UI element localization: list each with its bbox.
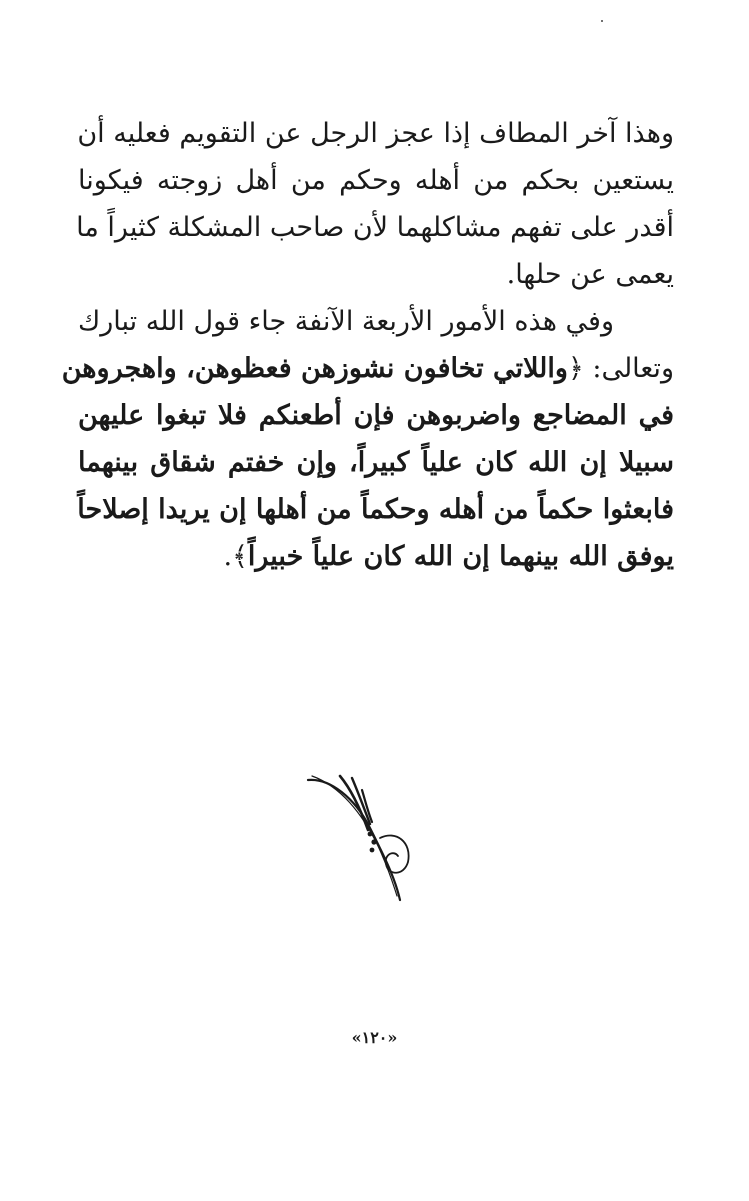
paragraph-1-line: يعمى عن حلها. — [506, 259, 674, 290]
paragraph-2 — [61, 298, 674, 580]
quote-close: ﴾. — [223, 541, 248, 572]
page-number: «١٢٠» — [351, 1028, 398, 1047]
scan-speck — [601, 20, 603, 22]
quran-verse: واللاتي تخافون نشوزهن فعظوهن، واهجروهن — [61, 353, 568, 384]
paragraph-2-line: فابعثوا حكماً من أهله وحكماً من أهلها إن يريدا إصلاحاً — [77, 494, 674, 525]
paragraph-1 — [78, 110, 674, 298]
paragraph-2-line — [78, 533, 674, 580]
paragraph-2-line — [61, 345, 674, 392]
paragraph-1-line: وهذا آخر المطاف إذا عجز الرجل عن التقويم فعليه أن — [77, 118, 674, 149]
paragraph-1-line: أقدر على تفهم مشاكلهما لأن صاحب المشكلة كثيراً ما — [76, 212, 674, 243]
quote-intro: وتعالى: ﴿ — [567, 353, 674, 384]
paragraph-2-line: في المضاجع واضربوهن فإن أطعنكم فلا تبغوا عليهن — [78, 400, 674, 431]
floral-ornament-icon — [300, 768, 420, 908]
paragraph-1-line: يستعين بحكم من أهله وحكم من أهل زوجته فيكونا — [78, 165, 674, 196]
quran-verse: يوفق الله بينهما إن الله كان علياً خبيراً — [247, 541, 674, 572]
paragraph-2-line: سبيلا إن الله كان علياً كبيراً، وإن خفتم شقاق بينهما — [78, 447, 674, 478]
paragraph-2-line: وفي هذه الأمور الأربعة الآنفة جاء قول الله تبارك — [78, 306, 614, 337]
